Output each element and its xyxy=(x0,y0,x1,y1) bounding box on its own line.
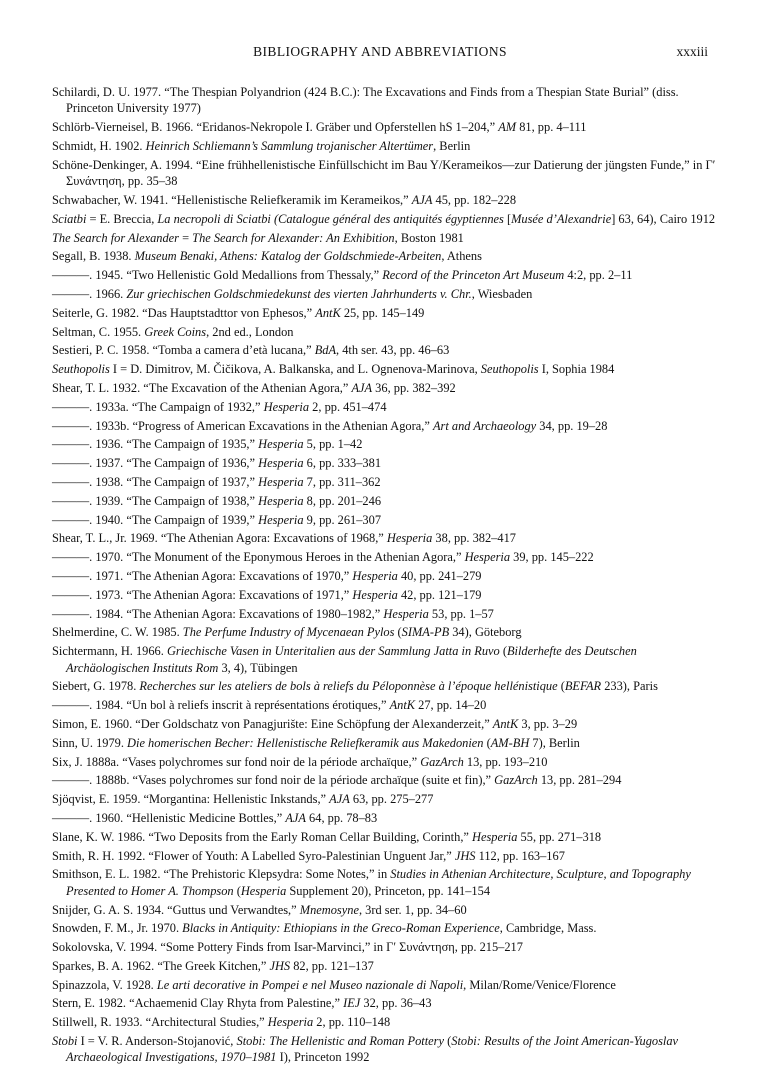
bibliography-entry-smith xyxy=(52,848,720,864)
bibliography-entry-shearjr1969 xyxy=(52,530,720,546)
bibliography-entry-shear1933a xyxy=(52,399,720,415)
bibliography-entry-shear1938 xyxy=(52,474,720,490)
entry-text: Segall, B. 1938. xyxy=(52,249,135,264)
entry-text: 7), Berlin xyxy=(529,735,580,750)
entry-text: 2, pp. 110–148 xyxy=(313,1015,391,1030)
entry-text: 9, pp. 261–307 xyxy=(303,512,382,527)
entry-text: 82, pp. 121–137 xyxy=(290,958,374,973)
entry-text: 34, pp. 19–28 xyxy=(536,418,608,433)
bibliography-entry-shear1937 xyxy=(52,455,720,471)
entry-text: 7, pp. 311–362 xyxy=(303,474,381,489)
bibliography-entry-siebert xyxy=(52,678,720,694)
entry-title-italic: Die homerischen Becher: Hellenistische Reliefkeramik aus Makedonien xyxy=(127,735,484,750)
bibliography-entry-shear1933b xyxy=(52,418,720,434)
entry-text: Sichtermann, H. 1966. xyxy=(52,644,167,659)
entry-text: 36, pp. 382–392 xyxy=(372,380,456,395)
entry-text: Seltman, C. 1955. xyxy=(52,324,145,339)
entry-text: 53, pp. 1–57 xyxy=(428,606,494,621)
entry-text: Schmidt, H. 1902. xyxy=(52,139,146,153)
entry-title-italic: Recherches sur les ateliers de bols à reliefs du Péloponnèse à l’époque hellénistique xyxy=(139,679,558,694)
entry-text: Snijder, G. A. S. 1934. “Guttus und Verwandtes,” xyxy=(52,902,300,917)
entry-text: Snowden, F. M., Jr. 1970. xyxy=(52,921,183,936)
entry-text: 13, pp. 193–210 xyxy=(463,754,548,769)
bibliography-entry-shearjr1984 xyxy=(52,606,720,622)
bibliography-entry-simon xyxy=(52,716,720,732)
entry-text: ( xyxy=(557,679,565,694)
bibliography-entry-schmidt xyxy=(52,138,720,154)
bibliography-entry-stern xyxy=(52,995,720,1011)
bibliography-entry-snijder xyxy=(52,902,720,918)
entry-text: 81, pp. 4–111 xyxy=(516,120,587,135)
entry-title-italic: Hesperia xyxy=(258,493,304,508)
bibliography-entry-segall xyxy=(52,248,720,264)
page-number: xxxiii xyxy=(676,44,708,59)
entry-title-italic: BEFAR xyxy=(564,679,602,694)
entry-text: ———. 1966. xyxy=(52,286,127,301)
bibliography-entry-stillwell xyxy=(52,1014,720,1030)
entry-text: Sestieri, P. C. 1958. “Tomba a camera d’età lucana,” xyxy=(52,343,315,358)
bibliography-entry-schone xyxy=(52,157,720,190)
bibliography-entry-spinazzola xyxy=(52,977,720,993)
entry-title-italic: Hesperia xyxy=(258,474,304,489)
entry-text: Slane, K. W. 1986. “Two Deposits from the Early Roman Cellar Building, Corinth,” xyxy=(52,829,473,844)
bibliography-entry-sjoqvist xyxy=(52,791,720,807)
entry-title-italic: JHS xyxy=(454,848,476,863)
entry-title-italic: AM-BH xyxy=(490,735,530,750)
entry-text: ———. 1970. “The Monument of the Eponymous Heroes in the Athenian Agora,” xyxy=(52,550,465,565)
entry-text: Schwabacher, W. 1941. “Hellenistische Reliefkeramik im Kerameikos,” xyxy=(52,193,412,207)
entry-title-italic: Sciatbi xyxy=(52,211,87,226)
entry-text: 2, pp. 451–474 xyxy=(309,399,387,414)
entry-text: ( xyxy=(394,625,402,640)
entry-title-italic: Le arti decorative in Pompei e nel Museo nazionale di Napoli xyxy=(156,977,464,992)
bibliography-entry-slane xyxy=(52,829,720,845)
bibliography-entry-shear1940 xyxy=(52,512,720,528)
entry-text: ———. 1940. “The Campaign of 1939,” xyxy=(52,512,259,527)
entry-text: 64, pp. 78–83 xyxy=(305,810,378,825)
entry-text: 3, pp. 3–29 xyxy=(518,716,578,731)
entry-text: 112, pp. 163–167 xyxy=(475,848,565,863)
bibliography-entry-sestieri xyxy=(52,342,720,358)
entry-title-italic: Blacks in Antiquity: Ethiopians in the Greco-Roman Experience xyxy=(182,921,500,936)
entry-text: 38, pp. 382–417 xyxy=(432,531,516,546)
entry-title-italic: GazArch xyxy=(494,773,538,788)
bibliography-entry-six1888b xyxy=(52,772,720,788)
entry-text: [ xyxy=(503,211,512,226)
entry-title-italic: Hesperia xyxy=(352,568,398,583)
entry-text: ———. 1936. “The Campaign of 1935,” xyxy=(52,437,259,452)
entry-text: Sparkes, B. A. 1962. “The Greek Kitchen,” xyxy=(52,958,270,973)
entry-text: , 4th ser. 43, pp. 46–63 xyxy=(336,343,450,358)
entry-title-italic: La necropoli di Sciatbi (Catalogue général des antiquités égyptiennes xyxy=(157,211,504,226)
entry-text: 4:2, pp. 2–11 xyxy=(564,268,633,283)
bibliography-entry-sciatbi xyxy=(52,211,720,227)
entry-text: Six, J. 1888a. “Vases polychromes sur fond noir de la période archaïque,” xyxy=(52,754,421,769)
entry-title-italic: Hesperia xyxy=(240,883,287,898)
entry-title-italic: SIMA-PB xyxy=(401,625,450,640)
bibliography-entry-seuthopolis xyxy=(52,361,720,377)
entry-text: ———. 1984. “Un bol à reliefs inscrit à représentations érotiques,” xyxy=(52,698,390,713)
entry-text: ( xyxy=(499,644,507,659)
bibliography-entry-segall1966 xyxy=(52,286,720,302)
entry-text: 233), Paris xyxy=(601,679,658,694)
running-title: BIBLIOGRAPHY AND ABBREVIATIONS xyxy=(253,44,507,59)
bibliography-entry-schlorb xyxy=(52,119,720,135)
bibliography-entry-stobi xyxy=(52,1033,720,1066)
entry-title-italic: AJA xyxy=(285,810,306,825)
bibliography-entry-segall1945 xyxy=(52,267,720,283)
entry-text: Stillwell, R. 1933. “Architectural Studies,” xyxy=(52,1015,268,1030)
entry-title-italic: AJA xyxy=(329,792,350,807)
entry-text: , 3rd ser. 1, pp. 34–60 xyxy=(358,902,467,917)
entry-title-italic: Stobi xyxy=(52,1034,78,1049)
entry-title-italic: AJA xyxy=(411,193,433,207)
entry-text: 25, pp. 145–149 xyxy=(340,305,425,320)
entry-text: , Boston 1981 xyxy=(394,230,464,245)
entry-text: Schöne-Denkinger, A. 1994. “Eine frühhellenistische Einfüllschicht im Bau Y/Kerameikos—zur Datierung der jüngsten Funde,” in Γ′ Συνάντηση, pp. 35–38 xyxy=(52,157,716,189)
bibliography-entry-shear1932 xyxy=(52,380,720,396)
entry-text: , Wiesbaden xyxy=(471,286,533,301)
entry-text: , Berlin xyxy=(433,139,471,153)
entry-text: Smithson, E. L. 1982. “The Prehistoric Klepsydra: Some Notes,” in xyxy=(52,867,391,882)
entry-title-italic: Hesperia xyxy=(258,437,304,452)
entry-title-italic: AntK xyxy=(492,716,519,731)
entry-title-italic: The Search for Alexander xyxy=(52,230,179,245)
entry-text: ] 63, 64), Cairo 1912 xyxy=(611,211,716,226)
entry-text: 3, 4), Tübingen xyxy=(218,660,298,675)
bibliography-entry-sparkes xyxy=(52,958,720,974)
bibliography-entry-schwabacher xyxy=(52,192,720,208)
entry-title-italic: BdA xyxy=(314,343,337,358)
entry-text: ———. 1888b. “Vases polychromes sur fond noir de la période archaïque (suite et fin),” xyxy=(52,773,495,788)
bibliography-entry-seiterle xyxy=(52,305,720,321)
entry-text: ———. 1960. “Hellenistic Medicine Bottles,” xyxy=(52,810,286,825)
entry-text: 45, pp. 182–228 xyxy=(432,193,517,207)
entry-title-italic: Hesperia xyxy=(472,829,518,844)
entry-text: Schlörb-Vierneisel, B. 1966. “Eridanos-Nekropole I. Gräber und Opferstellen hS 1–204,” xyxy=(52,120,499,135)
entry-title-italic: The Perfume Industry of Mycenaean Pylos xyxy=(182,625,395,640)
entry-text: , Cambridge, Mass. xyxy=(499,921,597,936)
bibliography-entry-snowden xyxy=(52,920,720,936)
bibliography-entry-shear1936 xyxy=(52,436,720,452)
entry-title-italic: Hesperia xyxy=(267,1015,314,1030)
entry-title-italic: Zur griechischen Goldschmiedekunst des vierten Jahrhunderts v. Chr. xyxy=(126,286,472,301)
entry-text: 63, pp. 275–277 xyxy=(349,792,434,807)
entry-title-italic: Seuthopolis xyxy=(480,362,539,377)
entry-text: Siebert, G. 1978. xyxy=(52,679,140,694)
entry-title-italic: IEJ xyxy=(343,996,361,1011)
entry-text: ———. 1937. “The Campaign of 1936,” xyxy=(52,456,259,471)
entry-text: ———. 1945. “Two Hellenistic Gold Medallions from Thessaly,” xyxy=(52,268,383,283)
entry-title-italic: Griechische Vasen in Unteritalien aus der Sammlung Jatta in Ruvo xyxy=(166,644,500,659)
entry-title-italic: AM xyxy=(498,120,517,135)
entry-title-italic: Record of the Princeton Art Museum xyxy=(382,268,565,283)
entry-text: I), Princeton 1992 xyxy=(276,1050,370,1065)
entry-title-italic: Stobi: Results of the Joint American-Yugoslav Archaeological Investigations, 1970–1981 xyxy=(66,1034,679,1065)
entry-title-italic: Greek Coins xyxy=(144,324,207,339)
entry-text: ———. 1939. “The Campaign of 1938,” xyxy=(52,493,259,508)
entry-text: 13, pp. 281–294 xyxy=(537,773,622,788)
entry-title-italic: The Search for Alexander: An Exhibition xyxy=(192,230,395,245)
entry-title-italic: Mnemosyne xyxy=(299,902,359,917)
bibliography-entry-schilardi xyxy=(52,84,720,117)
entry-text: 27, pp. 14–20 xyxy=(415,698,487,713)
bibliography-entry-sinn xyxy=(52,735,720,751)
entry-title-italic: Museum Benaki, Athens: Katalog der Goldschmiede-Arbeiten xyxy=(134,249,442,264)
entry-title-italic: Heinrich Schliemann’s Sammlung trojanischer Altertümer xyxy=(145,139,434,153)
entry-text: ( xyxy=(233,883,241,898)
entry-text: ———. 1971. “The Athenian Agora: Excavations of 1970,” xyxy=(52,568,353,583)
entry-text: , 2nd ed., London xyxy=(206,324,294,339)
entry-text: I, Sophia 1984 xyxy=(538,362,615,377)
entry-text: ———. 1933a. “The Campaign of 1932,” xyxy=(52,399,264,414)
running-header xyxy=(52,44,708,68)
entry-title-italic: Seuthopolis xyxy=(52,362,110,377)
bibliography-entry-six1888a xyxy=(52,754,720,770)
bibliography-entry-smithson xyxy=(52,866,720,899)
bibliography-entry-seltman xyxy=(52,324,720,340)
entry-text: ( xyxy=(483,735,491,750)
entry-title-italic: Studies in Athenian Architecture, Sculpture, and Topography Presented to Homer A. Thompson xyxy=(66,867,691,898)
entry-text: Sinn, U. 1979. xyxy=(52,735,128,750)
entry-title-italic: Hesperia xyxy=(383,606,429,621)
entry-text: Shear, T. L., Jr. 1969. “The Athenian Agora: Excavations of 1968,” xyxy=(52,531,387,546)
entry-title-italic: Hesperia xyxy=(464,550,511,565)
entry-text: ———. 1973. “The Athenian Agora: Excavations of 1971,” xyxy=(52,587,353,602)
bibliography-entry-shearjr1970 xyxy=(52,549,720,565)
entry-text: Sokolovska, V. 1994. “Some Pottery Finds from Isar-Marvinci,” in Γ′ Συνάντηση, pp. 215–217 xyxy=(52,940,523,955)
entry-text: 42, pp. 121–179 xyxy=(397,587,482,602)
bibliography-entry-sichtermann xyxy=(52,643,720,676)
entry-title-italic: Musée d’Alexandrie xyxy=(511,211,612,226)
entry-text: 6, pp. 333–381 xyxy=(303,456,382,471)
entry-text: Sjöqvist, E. 1959. “Morgantina: Hellenistic Inkstands,” xyxy=(52,792,330,807)
entry-text: Spinazzola, V. 1928. xyxy=(52,977,157,992)
entry-title-italic: Hesperia xyxy=(258,456,304,471)
bibliography-entry-siebert1984 xyxy=(52,697,720,713)
entry-text: = E. Breccia, xyxy=(86,211,158,226)
entry-title-italic: Hesperia xyxy=(263,399,310,414)
bibliography-entry-shearjr1971 xyxy=(52,568,720,584)
entry-text: ———. 1933b. “Progress of American Excavations in the Athenian Agora,” xyxy=(52,418,433,433)
entry-title-italic: Bilderhefte des Deutschen Archäologischen Instituts Rom xyxy=(66,644,637,675)
entry-title-italic: Stobi: The Hellenistic and Roman Pottery xyxy=(236,1034,445,1049)
entry-text: 5, pp. 1–42 xyxy=(303,437,363,452)
bibliography-entry-shearjr1973 xyxy=(52,587,720,603)
bibliography-entry-shear1939 xyxy=(52,493,720,509)
entry-title-italic: GazArch xyxy=(420,754,464,769)
entry-text: Supplement 20), Princeton, pp. 141–154 xyxy=(286,883,491,898)
entry-text: 34), Göteborg xyxy=(449,625,522,640)
entry-text: Schilardi, D. U. 1977. “The Thespian Polyandrion (424 B.C.): The Excavations and Finds from a Thespian State Burial” (diss. Princeton University 1977) xyxy=(52,85,679,116)
entry-text: Shear, T. L. 1932. “The Excavation of the Athenian Agora,” xyxy=(52,380,352,395)
entry-text: Smith, R. H. 1992. “Flower of Youth: A Labelled Syro-Palestinian Unguent Jar,” xyxy=(52,848,455,863)
entry-text: 32, pp. 36–43 xyxy=(360,996,432,1011)
entry-text: , Milan/Rome/Venice/Florence xyxy=(463,977,616,992)
entry-text: ———. 1984. “The Athenian Agora: Excavations of 1980–1982,” xyxy=(52,606,384,621)
entry-text: Shelmerdine, C. W. 1985. xyxy=(52,625,183,640)
entry-title-italic: AntK xyxy=(389,698,416,713)
entry-title-italic: Hesperia xyxy=(258,512,304,527)
entry-text: I = V. R. Anderson-Stojanović, xyxy=(77,1034,237,1049)
entry-text: ( xyxy=(444,1034,452,1049)
entry-text: = xyxy=(178,230,193,245)
bibliography-entry-shelmerdine xyxy=(52,624,720,640)
bibliography-entry-sjoqvist1960 xyxy=(52,810,720,826)
entry-text: Stern, E. 1982. “Achaemenid Clay Rhyta from Palestine,” xyxy=(52,996,344,1011)
entry-title-italic: Art and Archaeology xyxy=(432,418,537,433)
entry-text: ———. 1938. “The Campaign of 1937,” xyxy=(52,474,259,489)
entry-text: Seiterle, G. 1982. “Das Hauptstadttor von Ephesos,” xyxy=(52,305,316,320)
entry-text: , Athens xyxy=(441,249,482,264)
bibliography-entry-search xyxy=(52,230,720,246)
entry-text: 55, pp. 271–318 xyxy=(517,829,602,844)
entry-title-italic: AntK xyxy=(315,305,341,320)
bibliography-list xyxy=(52,84,720,1068)
entry-title-italic: AJA xyxy=(351,380,373,395)
entry-title-italic: Hesperia xyxy=(352,587,398,602)
bibliography-entry-sokolovska xyxy=(52,939,720,955)
entry-title-italic: JHS xyxy=(269,958,291,973)
entry-text: 8, pp. 201–246 xyxy=(303,493,382,508)
entry-text: I = D. Dimitrov, M. Čičikova, A. Balkanska, and L. Ognenova-Marinova, xyxy=(109,362,481,377)
entry-text: Simon, E. 1960. “Der Goldschatz von Panagjurište: Eine Schöpfung der Alexanderzeit,” xyxy=(52,716,493,731)
entry-text: 39, pp. 145–222 xyxy=(510,550,594,565)
entry-text: 40, pp. 241–279 xyxy=(397,568,482,583)
entry-title-italic: Hesperia xyxy=(386,531,433,546)
